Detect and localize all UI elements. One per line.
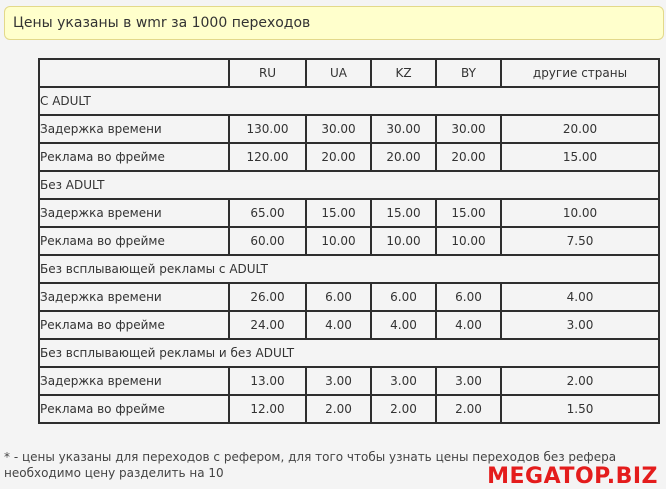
section-title: Без ADULT bbox=[39, 171, 659, 199]
footnote-line: необходимо цену разделить на 10 bbox=[4, 466, 224, 480]
price-cell: 3.00 bbox=[306, 367, 371, 395]
price-cell: 6.00 bbox=[436, 283, 501, 311]
price-cell: 4.00 bbox=[306, 311, 371, 339]
table-header-cell bbox=[39, 59, 229, 87]
price-cell: 26.00 bbox=[229, 283, 306, 311]
price-table bbox=[38, 58, 660, 424]
section-title: С ADULT bbox=[39, 87, 659, 115]
section-row bbox=[39, 339, 659, 367]
row-label: Реклама во фрейме bbox=[39, 395, 229, 423]
table-row bbox=[39, 283, 659, 311]
price-cell: 130.00 bbox=[229, 115, 306, 143]
table-row bbox=[39, 367, 659, 395]
price-cell: 6.00 bbox=[306, 283, 371, 311]
price-cell: 7.50 bbox=[501, 227, 659, 255]
price-cell: 20.00 bbox=[306, 143, 371, 171]
price-cell: 15.00 bbox=[306, 199, 371, 227]
section-row bbox=[39, 171, 659, 199]
price-cell: 30.00 bbox=[306, 115, 371, 143]
row-label: Задержка времени bbox=[39, 115, 229, 143]
price-cell: 3.00 bbox=[436, 367, 501, 395]
section-title: Без всплывающей рекламы с ADULT bbox=[39, 255, 659, 283]
price-notice-banner bbox=[4, 6, 664, 40]
price-cell: 30.00 bbox=[436, 115, 501, 143]
table-header-cell: BY bbox=[436, 59, 501, 87]
price-cell: 65.00 bbox=[229, 199, 306, 227]
section-row bbox=[39, 87, 659, 115]
price-cell: 120.00 bbox=[229, 143, 306, 171]
footnote-line: * - цены указаны для переходов с рефером, для того чтобы узнать цены переходов без рефера bbox=[4, 450, 617, 464]
price-cell: 2.00 bbox=[371, 395, 436, 423]
row-label: Задержка времени bbox=[39, 199, 229, 227]
price-cell: 1.50 bbox=[501, 395, 659, 423]
price-cell: 4.00 bbox=[371, 311, 436, 339]
table-header-cell: другие страны bbox=[501, 59, 659, 87]
row-label: Реклама во фрейме bbox=[39, 311, 229, 339]
price-cell: 15.00 bbox=[501, 143, 659, 171]
table-header-cell: UA bbox=[306, 59, 371, 87]
price-cell: 3.00 bbox=[371, 367, 436, 395]
price-cell: 2.00 bbox=[436, 395, 501, 423]
price-cell: 24.00 bbox=[229, 311, 306, 339]
table-header-row bbox=[39, 59, 659, 87]
row-label: Задержка времени bbox=[39, 283, 229, 311]
table-row bbox=[39, 143, 659, 171]
row-label: Задержка времени bbox=[39, 367, 229, 395]
price-cell: 2.00 bbox=[501, 367, 659, 395]
price-cell: 20.00 bbox=[501, 115, 659, 143]
price-cell: 10.00 bbox=[501, 199, 659, 227]
price-cell: 3.00 bbox=[501, 311, 659, 339]
table-row bbox=[39, 395, 659, 423]
price-cell: 10.00 bbox=[436, 227, 501, 255]
price-cell: 12.00 bbox=[229, 395, 306, 423]
price-cell: 4.00 bbox=[436, 311, 501, 339]
price-cell: 2.00 bbox=[306, 395, 371, 423]
table-header-cell: RU bbox=[229, 59, 306, 87]
price-cell: 15.00 bbox=[371, 199, 436, 227]
price-cell: 20.00 bbox=[371, 143, 436, 171]
price-cell: 4.00 bbox=[501, 283, 659, 311]
row-label: Реклама во фрейме bbox=[39, 227, 229, 255]
table-row bbox=[39, 199, 659, 227]
section-row bbox=[39, 255, 659, 283]
price-cell: 20.00 bbox=[436, 143, 501, 171]
megatop-watermark-logo: MEGATOP.BIZ bbox=[487, 464, 658, 489]
price-cell: 15.00 bbox=[436, 199, 501, 227]
table-row bbox=[39, 227, 659, 255]
price-cell: 10.00 bbox=[306, 227, 371, 255]
row-label: Реклама во фрейме bbox=[39, 143, 229, 171]
price-cell: 30.00 bbox=[371, 115, 436, 143]
table-row bbox=[39, 115, 659, 143]
table-row bbox=[39, 311, 659, 339]
section-title: Без всплывающей рекламы и без ADULT bbox=[39, 339, 659, 367]
table-header-cell: KZ bbox=[371, 59, 436, 87]
price-notice-text: Цены указаны в wmr за 1000 переходов bbox=[13, 15, 311, 31]
price-cell: 10.00 bbox=[371, 227, 436, 255]
price-cell: 6.00 bbox=[371, 283, 436, 311]
price-cell: 13.00 bbox=[229, 367, 306, 395]
price-cell: 60.00 bbox=[229, 227, 306, 255]
